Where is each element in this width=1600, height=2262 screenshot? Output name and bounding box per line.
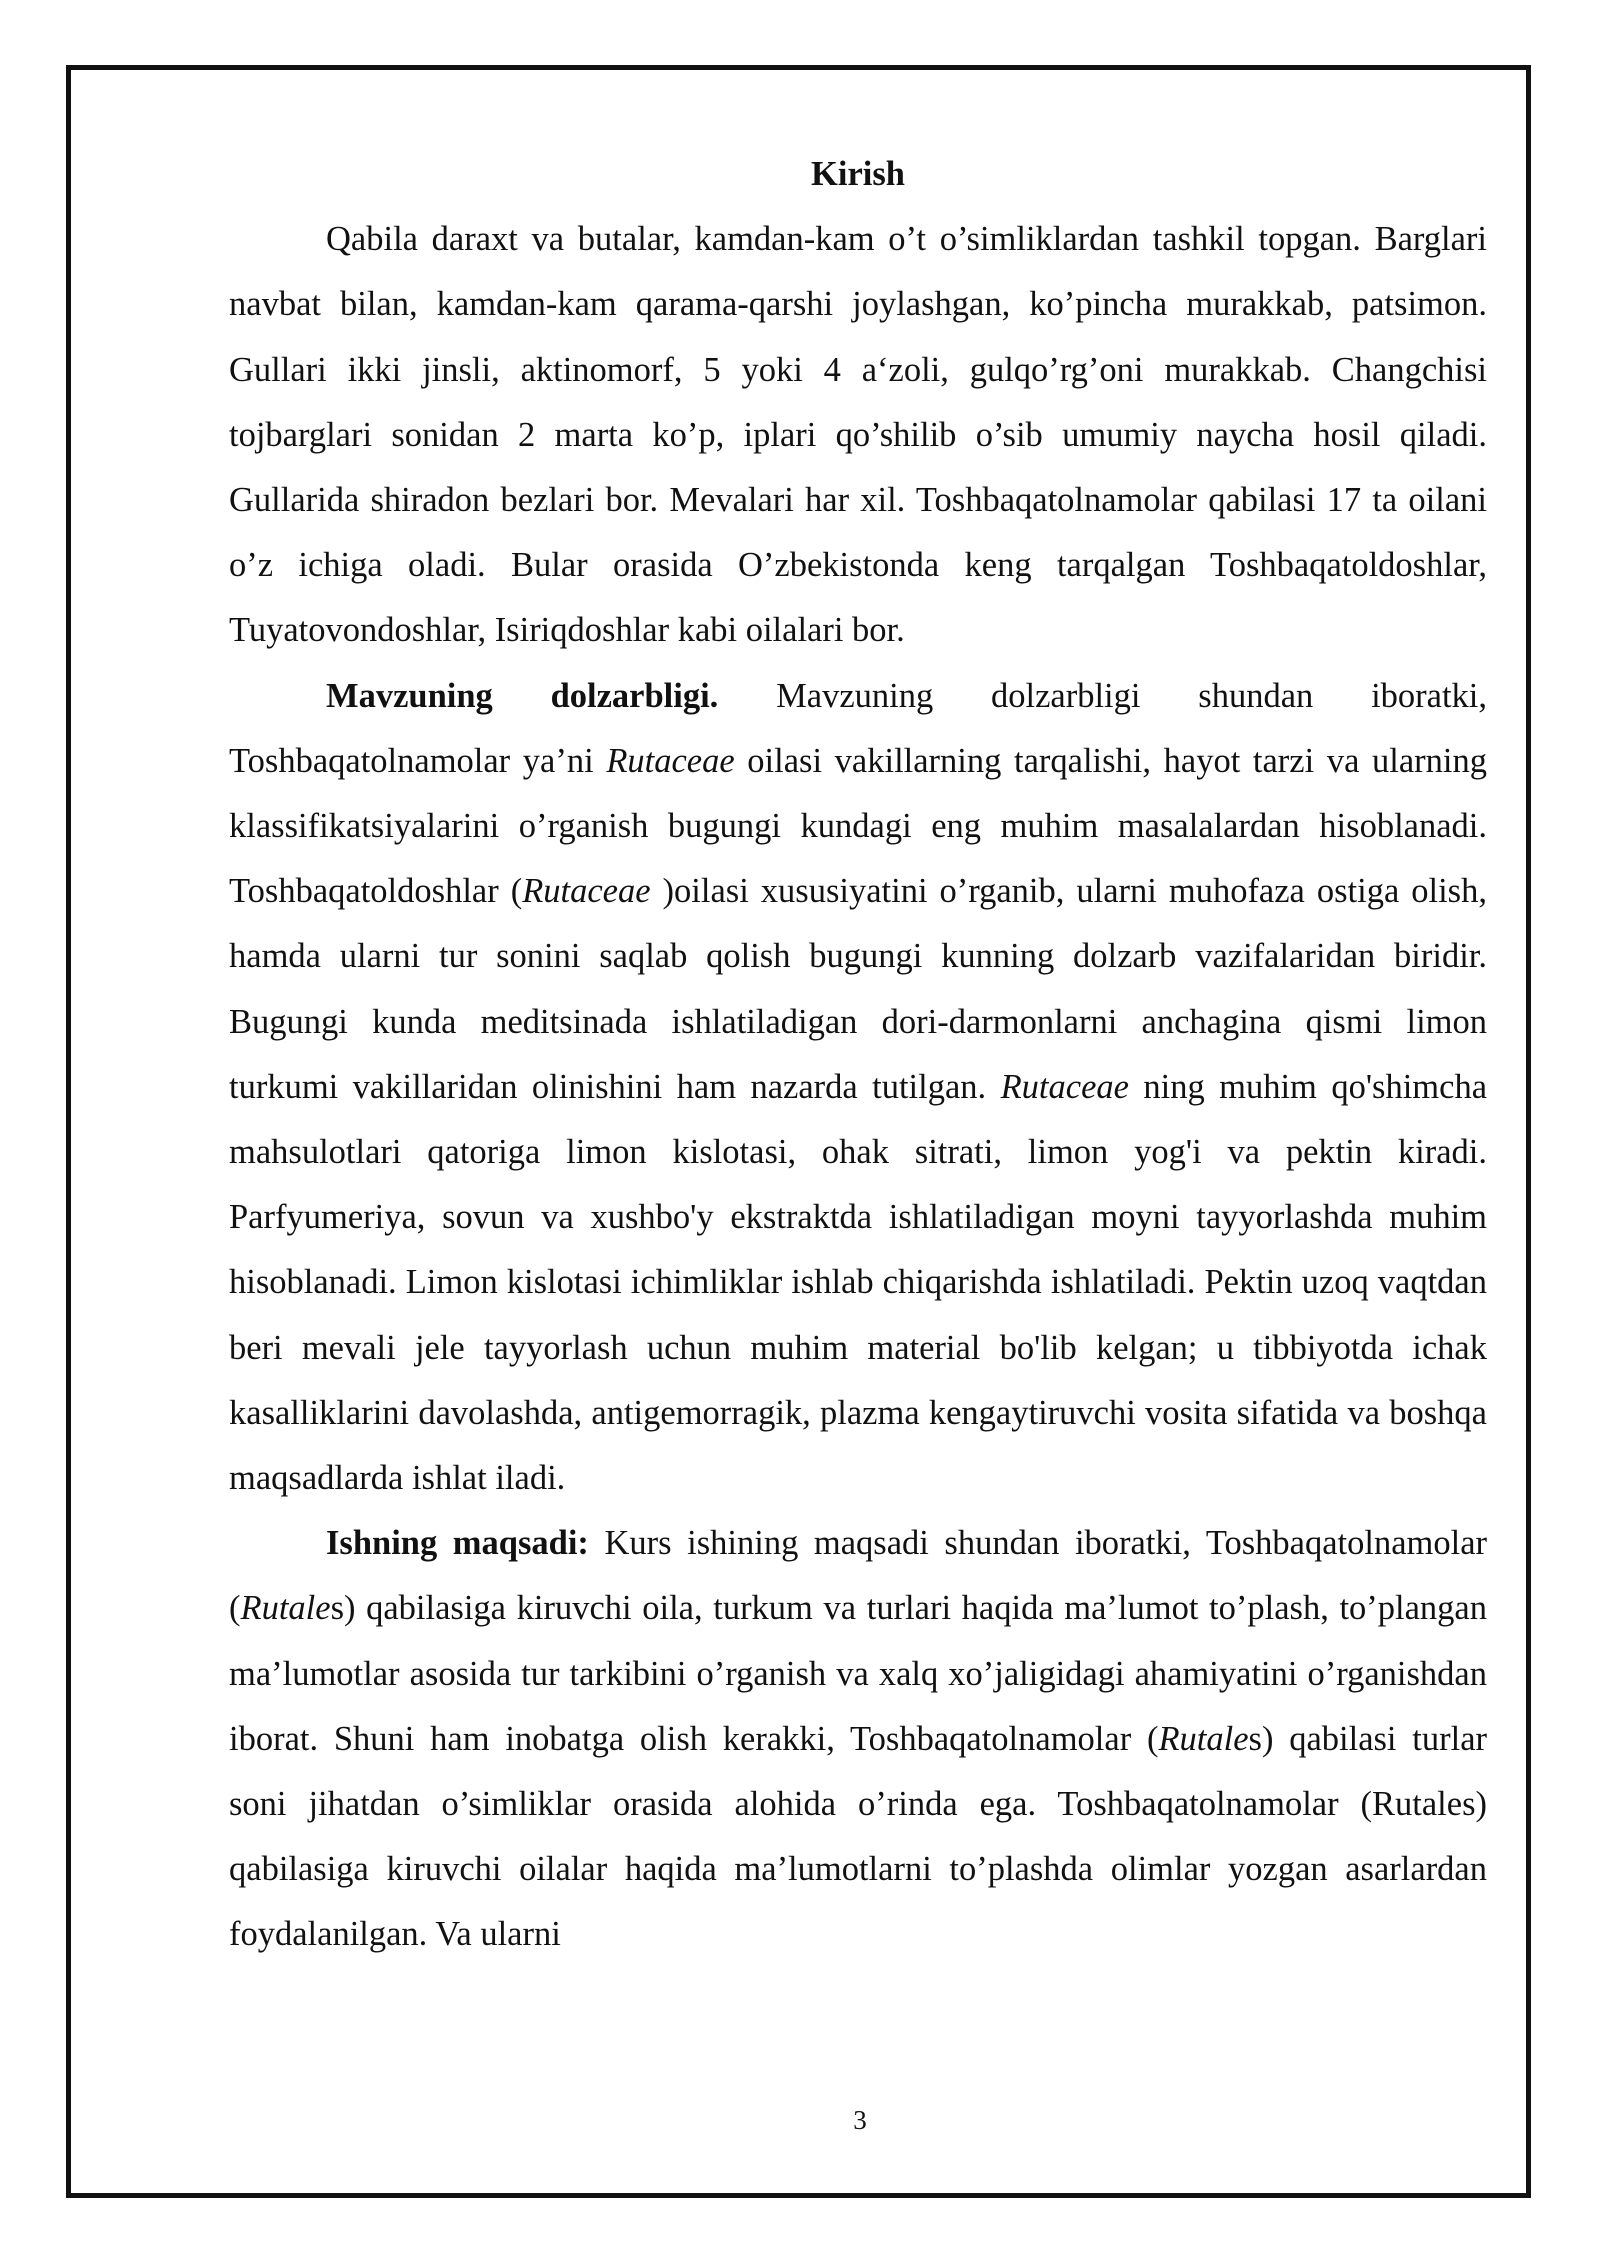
paragraph-goal bbox=[229, 1511, 1487, 1967]
page-content bbox=[229, 142, 1487, 1968]
paragraph-relevance bbox=[229, 664, 1487, 1512]
page-number: 3 bbox=[853, 2105, 867, 2135]
paragraph-intro: Qabila daraxt va butalar, kamdan-kam o’t o’simliklardan tashkil topgan. Barglari navbat bilan, kamdan-kam qarama-qarshi joylashgan, ko’pincha murakkab, patsimon. Gullari ikki jinsli, aktinomorf, 5 yoki 4 a‘zoli, gulqo’rg’oni murakkab. Changchisi tojbarglari sonidan 2 marta ko’p, iplari qo’shilib o’sib umumiy naycha hosil qiladi. Gullarida shiradon bezlari bor. Mevalari har xil. Toshbaqatolnamolar qabilasi 17 ta oilani o’z ichiga oladi. Bular orasida O’zbekistonda keng tarqalgan Toshbaqatoldoshlar, Tuyatovondoshlar, Isiriqdoshlar kabi oilalari bor. bbox=[229, 220, 1487, 650]
relevance-text-3: )oilasi xususiyatini o’rganib, ularni muhofaza ostiga olish, hamda ularni tur sonini saqlab qolish bugungi kunning dolzarb vazifalaridan biridir. Bugungi kunda meditsinada ishlatiladigan dori-darmonlarni anchagina qismi limon turkumi vakillaridan olinishini ham nazarda tutilgan. bbox=[229, 872, 1487, 1106]
section-title: Kirish bbox=[811, 155, 905, 193]
relevance-text-1: Mavzuning dolzarbligi shundan iboratki, Toshbaqatolnamolar ya’ni bbox=[229, 676, 1487, 780]
taxon-name: Rutale bbox=[1158, 1719, 1249, 1758]
goal-heading: Ishning maqsadi: bbox=[326, 1524, 589, 1563]
taxon-name: Rutaceae bbox=[606, 741, 735, 780]
taxon-name: Rutaceae bbox=[522, 872, 651, 911]
relevance-heading: Mavzuning dolzarbligi. bbox=[326, 676, 719, 715]
relevance-text-4: ning muhim qo'shimcha mahsulotlari qatoriga limon kislotasi, ohak sitrati, limon yog'i va pektin kiradi. Parfyumeriya, sovun va xushbo'y ekstraktda ishlatiladigan moyni tayyorlashda muhim hisoblanadi. Limon kislotasi ichimliklar ishlab chiqarishda ishlatiladi. Pektin uzoq vaqtdan beri mevali jele tayyorlash uchun muhim material bo'lib kelgan; u tibbiyotda ichak kasalliklarini davolashda, antigemorragik, plazma kengaytiruvchi vosita sifatida va boshqa maqsadlarda ishlat iladi. bbox=[229, 1067, 1488, 1498]
taxon-name: Rutale bbox=[240, 1589, 331, 1628]
taxon-name: Rutaceae bbox=[1000, 1067, 1129, 1106]
goal-text-3: s) qabilasi turlar soni jihatdan o’simliklar orasida alohida o’rinda ega. Toshbaqatolnamolar (Rutales) qabilasiga kiruvchi oilalar haqida ma’lumotlarni to’plashda olimlar yozgan asarlardan foydalanilgan. Va ularni bbox=[229, 1719, 1487, 1954]
relevance-text-2: oilasi vakillarning tarqalishi, hayot tarzi va ularning klassifikatsiyalarini o’rganish bugungi kundagi eng muhim masalalardan hisoblanadi. Toshbaqatoldoshlar ( bbox=[229, 741, 1487, 911]
goal-text-2: s) qabilasiga kiruvchi oila, turkum va turlari haqida ma’lumot to’plash, to’plangan ma’lumotlar asosida tur tarkibini o’rganish va xalq xo’jaligidagi ahamiyatini o’rganishdan iborat. Shuni ham inobatga olish kerakki, Toshbaqatolnamolar ( bbox=[229, 1589, 1487, 1758]
goal-text-1: Kurs ishining maqsadi shundan iboratki, Toshbaqatolnamolar ( bbox=[229, 1524, 1488, 1628]
